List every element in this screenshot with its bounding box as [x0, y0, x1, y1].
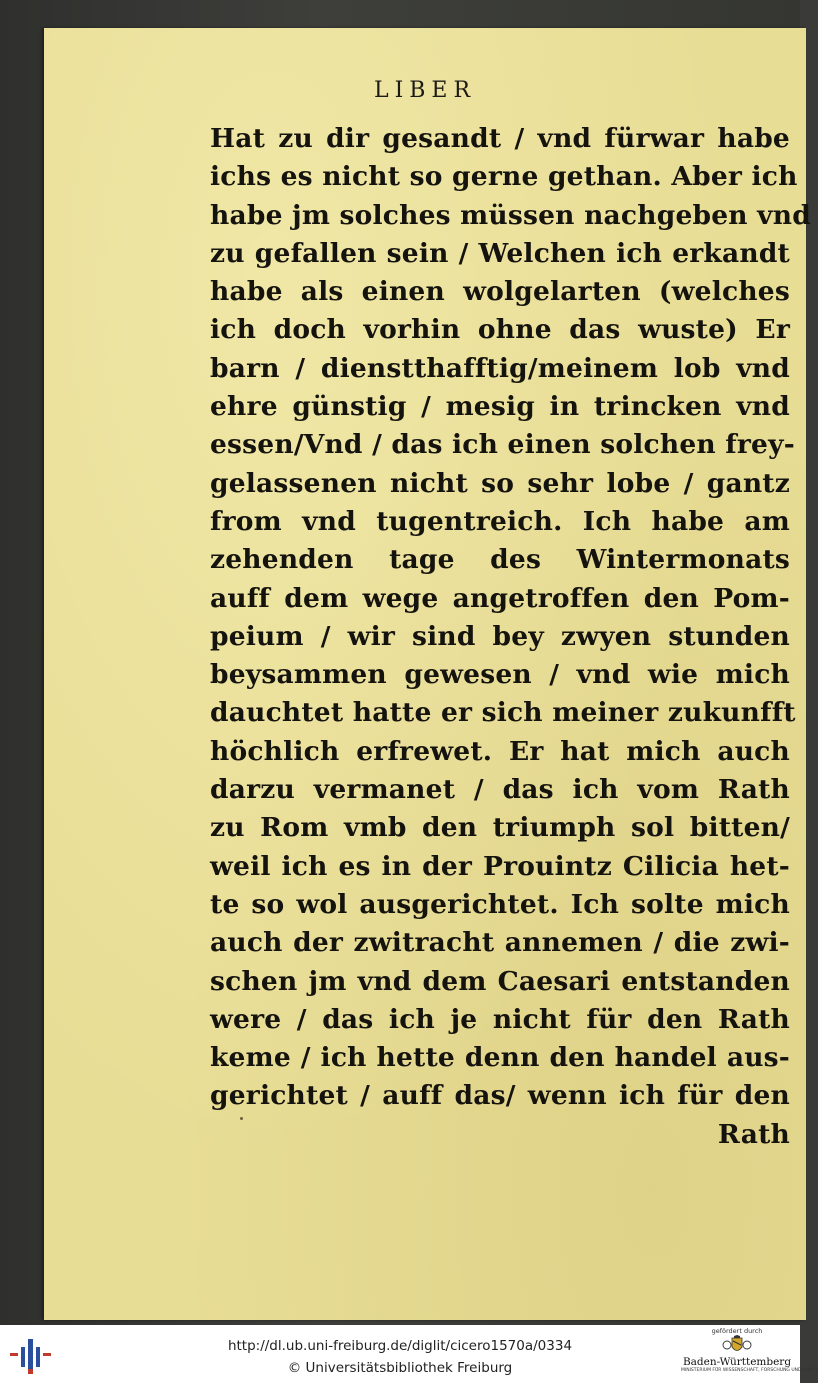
copyright-notice: © Universitätsbibliothek Freiburg — [287, 1360, 513, 1376]
text-line: höchlich erfrewet. Er hat mich auch — [210, 735, 790, 767]
text-line: zehenden tage des Wintermonats — [210, 544, 790, 576]
text-line: habe als einen wolgelarten (welches — [210, 276, 790, 308]
catchword: Rath — [717, 1118, 790, 1150]
text-line: dauchtet hatte er sich meiner zukunfft — [210, 697, 796, 729]
text-line: ichs es nicht so gerne gethan. Aber ich — [210, 161, 798, 193]
text-line: essen/Vnd / das ich einen solchen frey- — [210, 429, 795, 461]
sponsor-caption: gefördert durch — [711, 1327, 763, 1335]
text-line: zu gefallen sein / Welchen ich erkandt — [210, 237, 790, 269]
text-line: schen jm vnd dem Caesari entstanden — [210, 965, 790, 997]
text-line: were / das ich je nicht für den Rath — [210, 1003, 790, 1035]
text-block — [210, 120, 811, 1154]
text-line: gelassenen nicht so sehr lobe / gantz — [210, 467, 790, 499]
text-line: barn / dienstthafftig/meinem lob vnd — [210, 352, 790, 384]
text-line: habe jm solches müssen nachgeben vnd — [210, 199, 811, 231]
footer-bar — [0, 1325, 818, 1383]
text-line: keme / ich hette denn den handel aus- — [210, 1042, 790, 1074]
sponsor-ministry: MINISTERIUM FÜR WISSENSCHAFT, FORSCHUNG UND KUNST — [681, 1368, 818, 1373]
text-line: ich doch vorhin ohne das wuste) Er — [210, 314, 790, 346]
text-line: darzu vermanet / das ich vom Rath — [210, 774, 790, 806]
book-page — [44, 28, 811, 1320]
sponsor-logo[interactable] — [681, 1327, 818, 1381]
text-line: auff dem wege angetroffen den Pom- — [210, 582, 790, 614]
sponsor-name: Baden-Württemberg — [682, 1356, 792, 1368]
permalink-url[interactable]: http://dl.ub.uni-freiburg.de/diglit/cicero1570a/0334 — [227, 1338, 573, 1354]
running-head: LIBER — [373, 78, 477, 103]
coat-of-arms-icon — [720, 1335, 754, 1357]
text-line: te so wol ausgerichtet. Ich solte mich — [210, 888, 790, 920]
text-line: ehre günstig / mesig in trincken vnd — [210, 391, 790, 423]
text-line: beysammen gewesen / vnd wie mich — [210, 659, 790, 691]
text-line: Hat zu dir gesandt / vnd fürwar habe — [210, 123, 790, 154]
text-line: zu Rom vmb den triumph sol bitten/ — [210, 812, 790, 844]
text-line: auch der zwitracht annemen / die zwi- — [210, 927, 790, 959]
text-line: gerichtet / auff das/ wenn ich für den — [210, 1080, 790, 1112]
text-line: from vnd tugentreich. Ich habe am — [210, 505, 790, 537]
ink-speck — [240, 1117, 243, 1120]
text-line: peium / wir sind bey zwyen stunden — [210, 620, 790, 652]
text-line: weil ich es in der Prouintz Cilicia het- — [210, 850, 790, 882]
